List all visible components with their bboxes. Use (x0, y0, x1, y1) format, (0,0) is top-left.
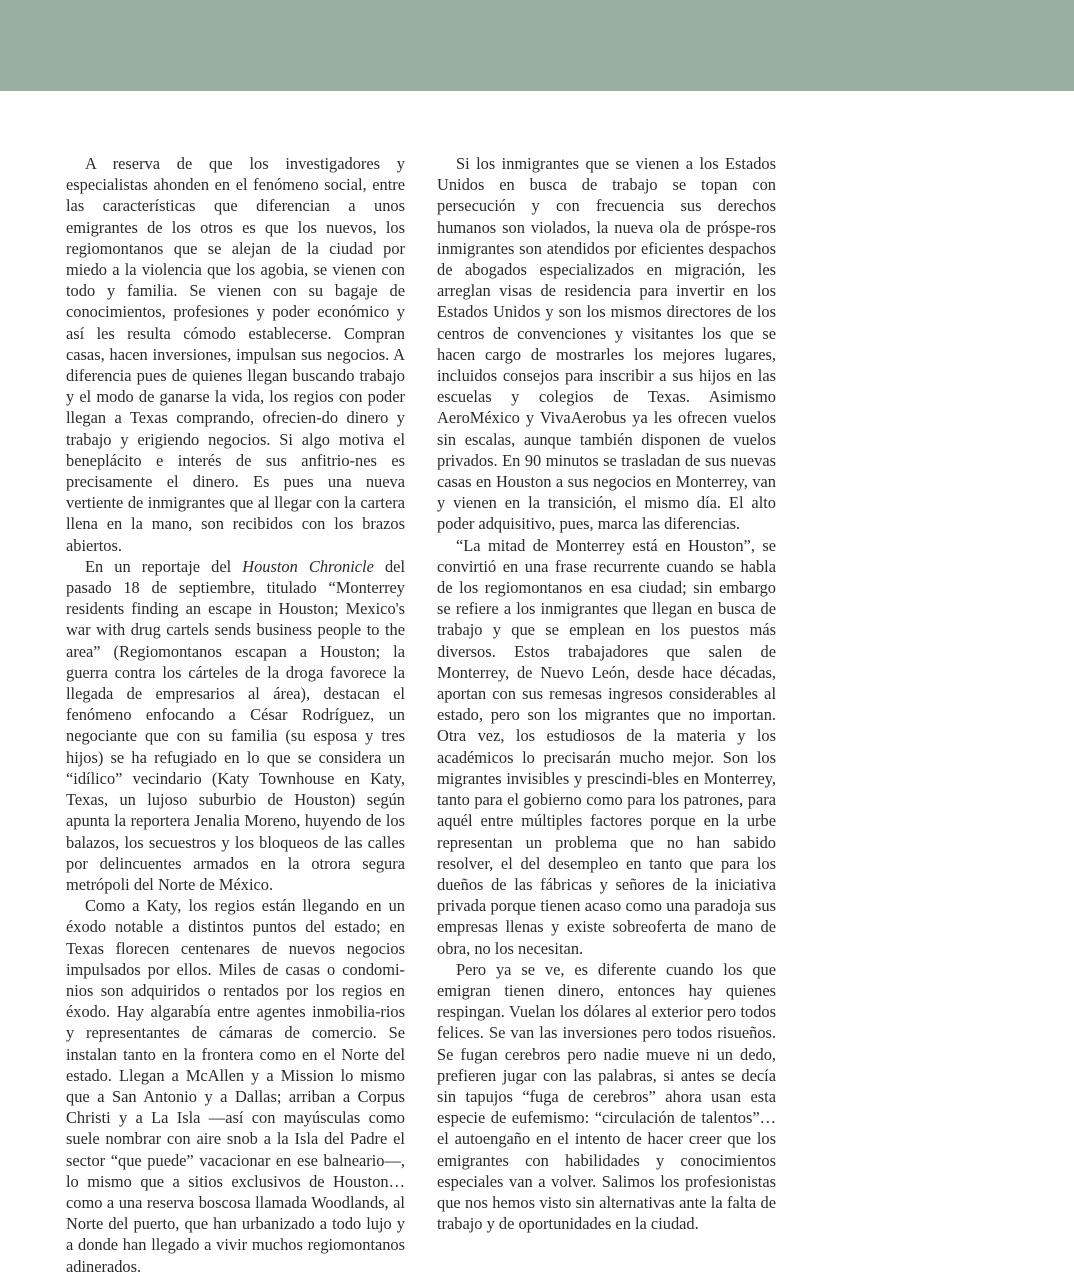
paragraph: Pero ya se ve, es diferente cuando los que emigran tienen dinero, entonces hay quienes respingan. Vuelan los dólares al exterior pero todos felices. Se van las inversiones pero todos risueños. Se fugan cerebros pero nadie mueve ni un dedo, prefieren jugar con las palabras, si antes se decía sin tapujos “fuga de cerebros” ahora usan esta especie de eufemismo: “circulación de talentos”… el autoengaño en el intento de hacer creer que los emigrantes con habilidades y conocimientos especiales van a volver. Salimos los profesionistas que nos hemos visto sin alternativas ante la falta de trabajo y de oportunidades en la ciudad. (437, 959, 776, 1234)
publication-name: Houston Chronicle (242, 556, 374, 576)
article-column-right (437, 153, 776, 1278)
header-band (0, 0, 1074, 91)
paragraph: Si los inmigrantes que se vienen a los Estados Unidos en busca de trabajo se topan con persecución y con frecuencia sus derechos humanos son violados, la nueva ola de próspe-ros inmigrantes son atendidos por eficientes despachos de abogados especializados en migración, les arreglan visas de residencia para invertir en los Estados Unidos y son los mismos directores de los centros de convenciones y visitantes los que se hacen cargo de mostrarles los mejores lugares, incluidos consejos para inscribir a sus hijos en las escuelas y colegios de Texas. Asimismo AeroMéxico y VivaAerobus ya les ofrecen vuelos sin escalas, aunque también disponen de vuelos privados. En 90 minutos se trasladan de sus nuevas casas en Houston a sus negocios en Monterrey, van y vienen en la transición, el mismo día. El alto poder adquisitivo, pues, marca las diferencias. (437, 154, 776, 534)
article-column-left (66, 153, 405, 1278)
paragraph (66, 556, 405, 895)
paragraph: A reserva de que los investigadores y especialistas ahonden en el fenómeno social, entre las características que diferencian a unos emigrantes de los otros es que los nuevos, los regiomontanos que se alejan de la ciudad por miedo a la violencia que los agobia, se vienen con todo y familia. Se vienen con su bagaje de conocimientos, profesiones y poder económico y así les resulta cómodo establecerse. Compran casas, hacen inversiones, impulsan sus negocios. A diferencia pues de quienes llegan buscando trabajo y el modo de ganarse la vida, los regios con poder llegan a Texas comprando, ofrecien-do dinero y trabajo y erigiendo negocios. Si algo motiva el beneplácito e interés de sus anfitrio-nes es precisamente el dinero. Es pues una nueva vertiente de inmigrantes que al llegar con la cartera llena en la mano, son recibidos con los brazos abiertos. (66, 154, 405, 555)
paragraph: Como a Katy, los regios están llegando en un éxodo notable a distintos puntos del estado; en Texas florecen centenares de nuevos negocios impulsados por ellos. Miles de casas o condomi-nios son adquiridos o rentados por los regios en éxodo. Hay algarabía entre agentes inmobilia-rios y representantes de cámaras de comercio. Se instalan tanto en la frontera como en el Norte del estado. Llegan a McAllen y a Mission lo mismo que a San Antonio y a Dallas; arriban a Corpus Christi y a La Isla —así con mayúsculas como suele nombrar con aire snob a la Isla del Padre el sector “que puede” vacacionar en ese balneario—, lo mismo que a sitios exclusivos de Houston… como a una reserva boscosa llamada Woodlands, al Norte del puerto, que han urbanizado a todo lujo y a donde han llegado a vivir muchos regiomontanos adinerados. (66, 896, 405, 1276)
paragraph-text: En un reportaje del (85, 556, 243, 576)
paragraph: “La mitad de Monterrey está en Houston”, se convirtió en una frase recurrente cuando se habla de los regiomontanos en esa ciudad; sin embargo se refiere a los inmigrantes que llegan en busca de trabajo y que se emplean en los puestos más diversos. Estos trabajadores que salen de Monterrey, de Nuevo León, desde hace décadas, aportan con sus remesas ingresos considerables al estado, pero son los migrantes que no importan. Otra vez, los estudiosos de la materia y los académicos lo precisarán mucho mejor. Son los migrantes invisibles y prescindi-bles en Monterrey, tanto para el gobierno como para los patrones, para aquél entre múltiples factores porque en la urbe representan un problema que no han sabido resolver, el del desempleo en tanto que para los dueños de las fábricas y señores de la iniciativa privada porque tienen acaso como una paradoja sus empresas llenas y existe sobreoferta de mano de obra, no los necesitan. (437, 535, 776, 958)
paragraph-text: del pasado 18 de septiembre, titulado “Monterrey residents finding an escape in Houston; Mexico's war with drug cartels sends business people to the area” (Regiomontanos escapan a Houston; la guerra contra los cárteles de la droga favorece la llegada de empresarios al área), destacan el fenómeno enfocando a César Rodríguez, un negociante que con su familia (su esposa y tres hijos) se ha refugiado en lo que se considera un “idílico” vecindario (Katy Townhouse en Katy, Texas, un lujoso suburbio de Houston) según apunta la reportera Jenalia Moreno, huyendo de los balazos, los secuestros y los bloqueos de las calles por delincuentes armados en la otrora segura metrópoli del Norte de México. (66, 556, 405, 894)
